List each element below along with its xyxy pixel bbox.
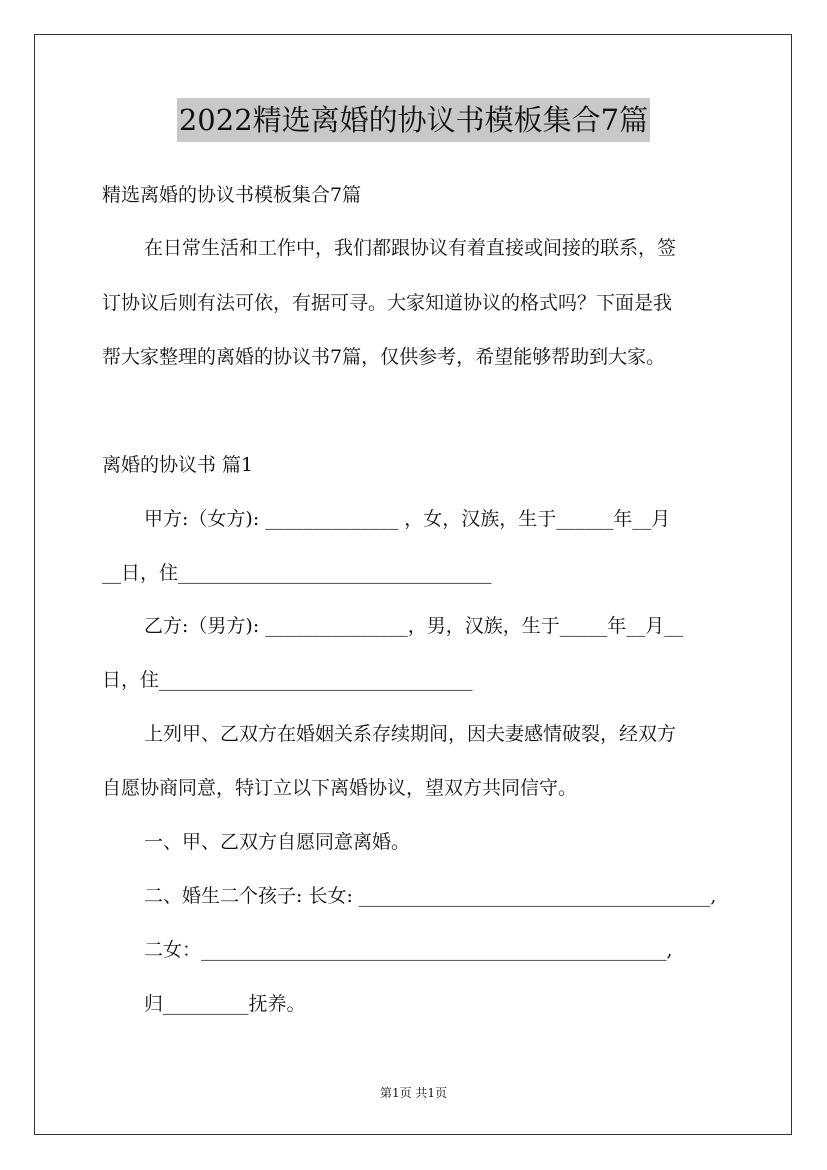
clause-1: 一、甲、乙双方自愿同意离婚。	[144, 831, 411, 853]
page-footer: 第1页 共1页	[379, 1086, 448, 1100]
party-b-line-2: 日，住_________________________________	[102, 669, 473, 691]
intro-line-2: 订协议后则有法可依，有据可寻。大家知道协议的格式吗？下面是我	[102, 292, 673, 314]
preamble-line-1: 上列甲、乙双方在婚姻关系存续期间，因夫妻感情破裂，经双方	[144, 723, 677, 745]
intro-line-3: 帮大家整理的离婚的协议书7篇，仅供参考，希望能够帮助到大家。	[102, 346, 666, 368]
clause-2-line-1: 二、婚生二个孩子: 长女: _____________________________________,	[144, 885, 717, 907]
intro-line-1: 在日常生活和工作中，我们都跟协议有着直接或间接的联系，签	[144, 237, 677, 259]
clause-2-line-3: 归_________抚养。	[144, 993, 306, 1015]
party-a-line-2: __日，住_________________________________	[102, 562, 492, 584]
preamble-line-2: 自愿协商同意，特订立以下离婚协议，望双方共同信守。	[102, 777, 578, 799]
clause-2-line-2: 二女：_________________________________________________,	[144, 939, 673, 961]
document-title-text: 2022精选离婚的协议书模板集合7篇	[177, 98, 650, 142]
section-heading: 离婚的协议书 篇1	[102, 454, 254, 476]
party-a-line-1: 甲方:（女方): ______________ ，女，汉族，生于______年__月	[144, 508, 671, 530]
subtitle: 精选离婚的协议书模板集合7篇	[102, 184, 362, 206]
party-b-line-1: 乙方:（男方): _______________，男，汉族，生于_____年__月__	[144, 615, 684, 637]
document-title	[0, 98, 827, 142]
